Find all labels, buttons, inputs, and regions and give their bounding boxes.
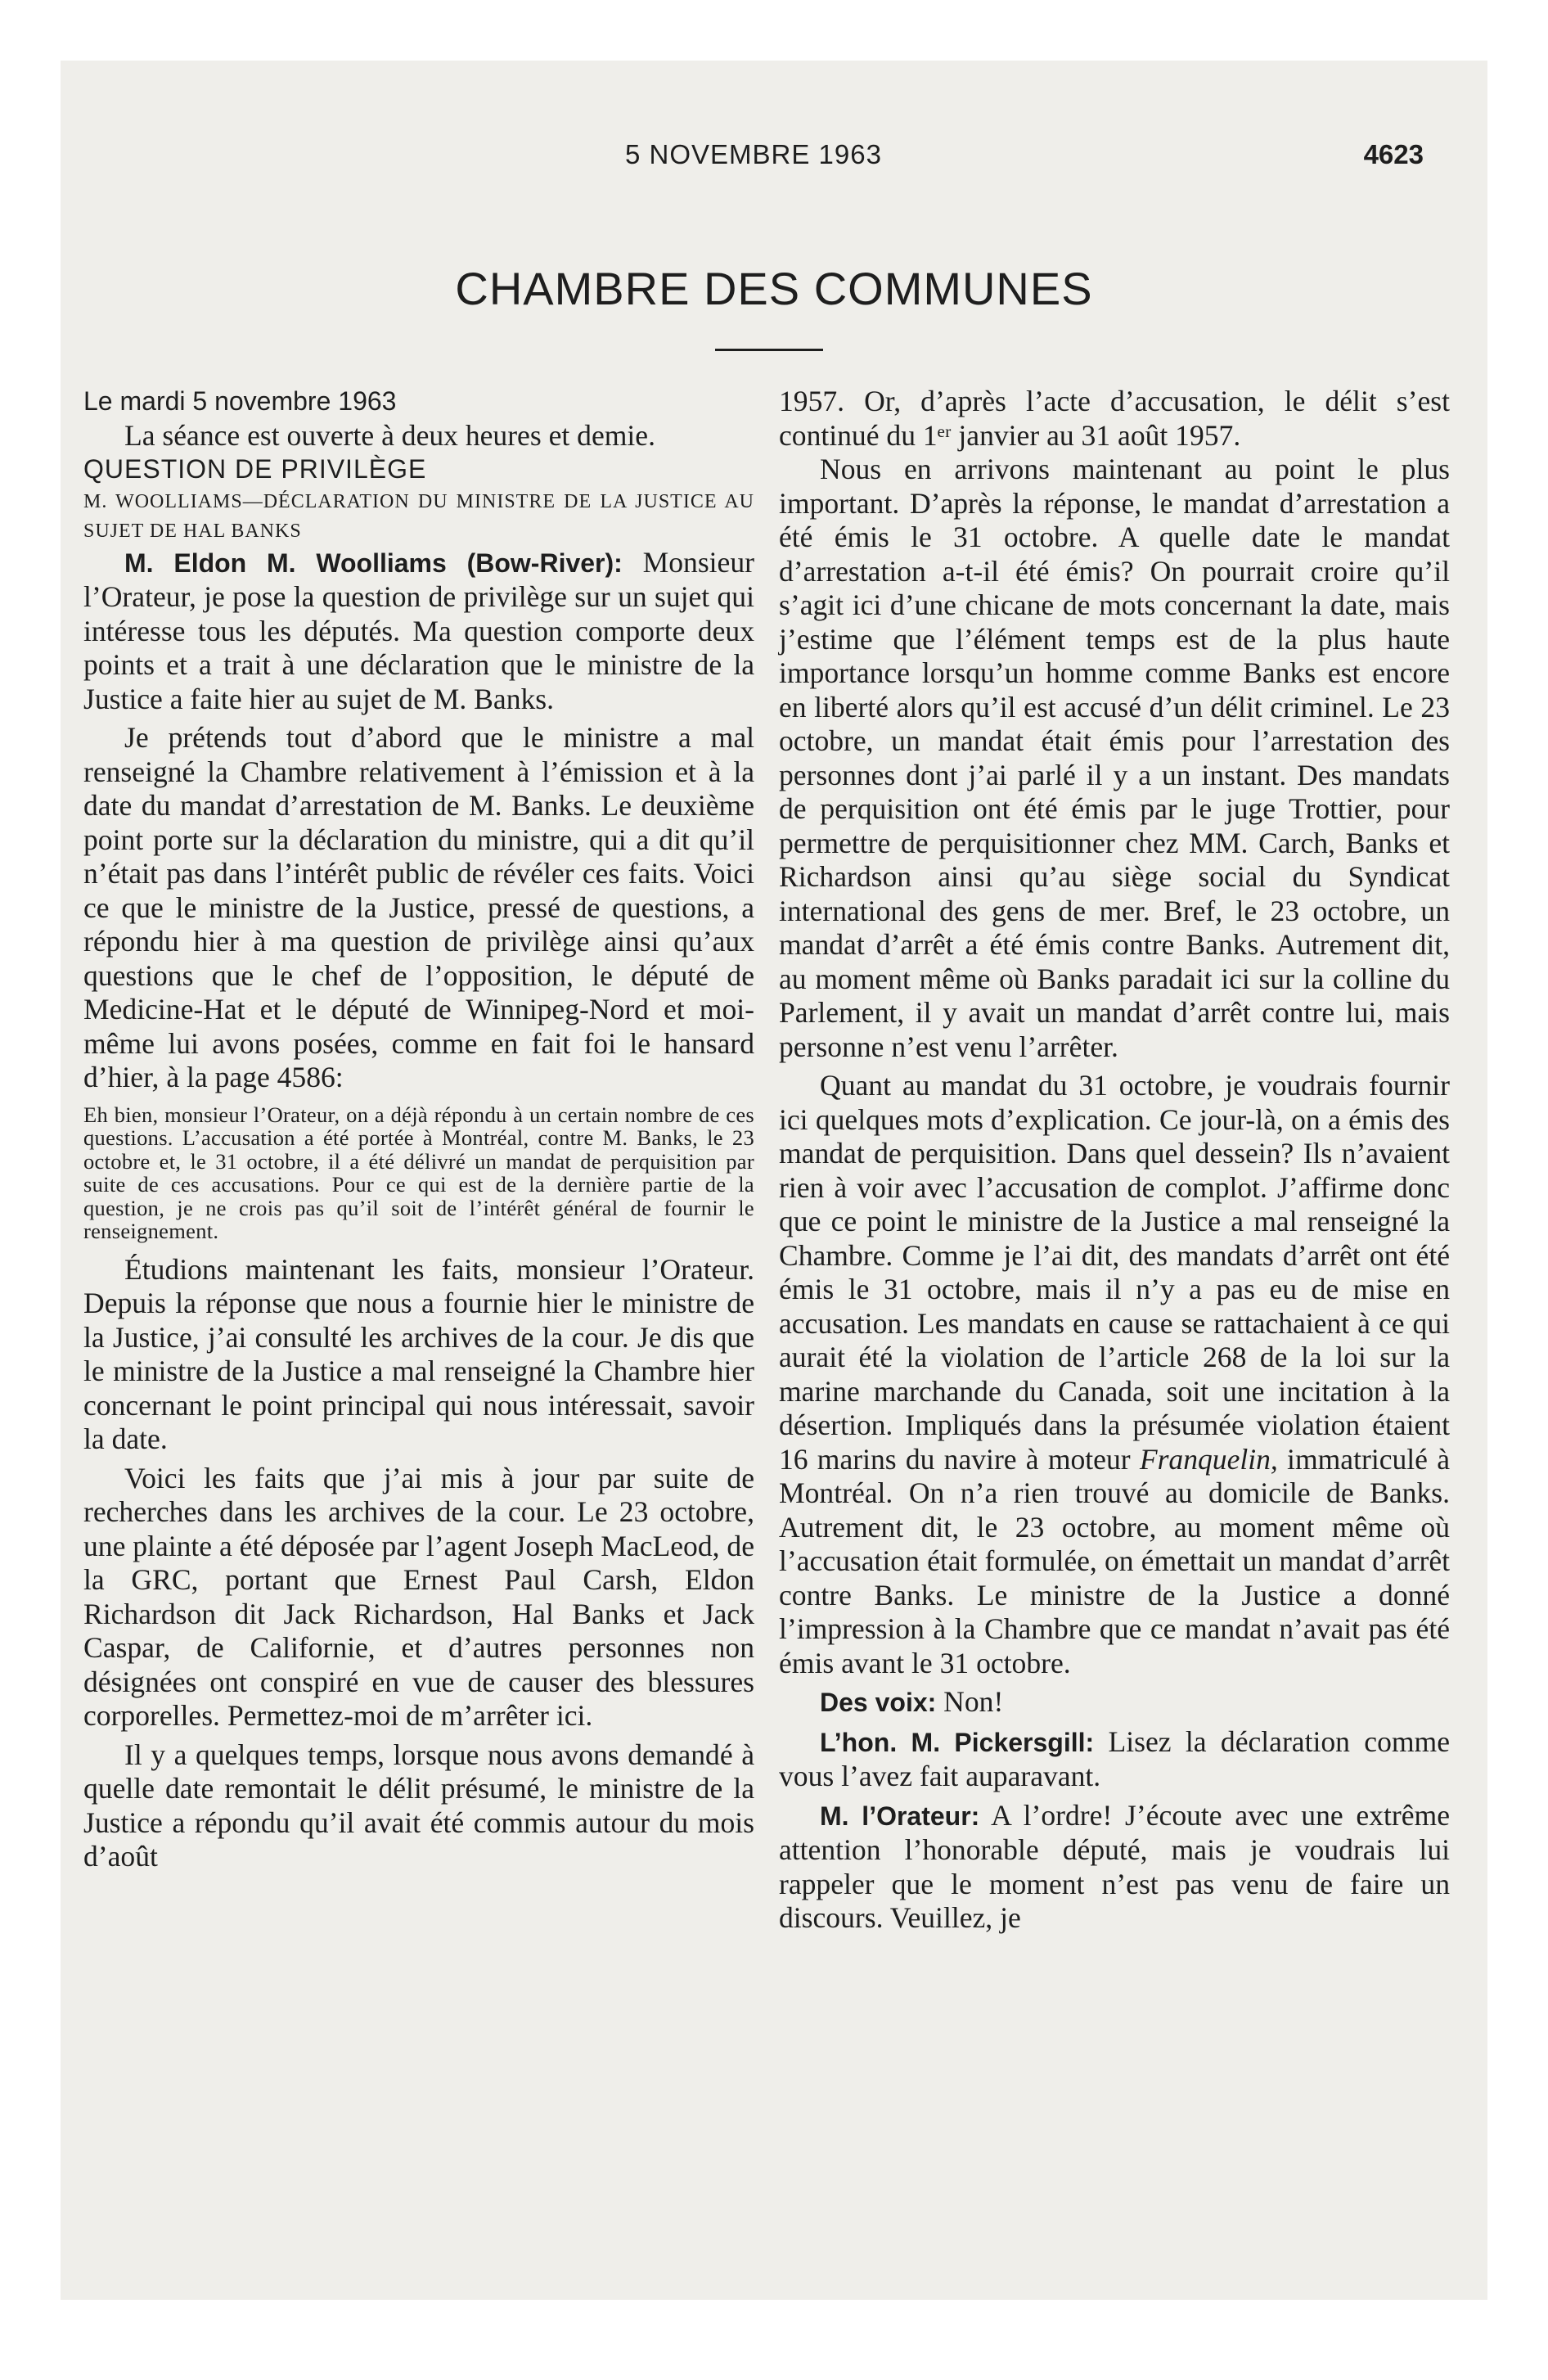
- speaker-name: Des voix:: [820, 1688, 937, 1717]
- page-title: CHAMBRE DES COMMUNES: [455, 263, 1093, 314]
- hansard-page: [61, 61, 1487, 2300]
- paragraph-text: Quant au mandat du 31 octobre, je voudrais fournir ici quelques mots d’explication. Ce jour-là, on a émis des mandat de perquisition. Dans quel dessein? Ils n’avaient rien à voir avec l’accusation de complot. J’affirme donc que ce point le ministre de la Justice a mal renseigné la Chambre. Comme je l’ai dit, des mandats d’arrêt ont été émis le 31 octobre, mais il n’y a pas eu de mise en accusation. Les mandats en cause se rattachaient à ce qui aurait été la violation de l’article 268 de la loi sur la marine marchande du Canada, soit une incitation à la désertion. Impliqués dans la présumée violation étaient 16 marins du navire à moteur: [779, 1069, 1450, 1476]
- subheading: M. WOOLLIAMS—DÉCLARATION DU MINISTRE DE LA JUSTICE AU SUJET DE HAL BANKS: [83, 490, 754, 542]
- paragraph-text: Non!: [936, 1685, 1004, 1718]
- speaker-name: M. l’Orateur:: [820, 1801, 980, 1831]
- paragraph: [779, 1069, 1450, 1680]
- paragraph-text: A l’ordre! J’écoute avec une extrême attention l’honorable député, mais je voudrais lui rappeler que le moment n’est pas venu de faire un discours. Veuillez, je: [779, 1798, 1450, 1934]
- hansard-quote: Eh bien, monsieur l’Orateur, on a déjà répondu à un certain nombre de ces questions. L’accusation a été portée à Montréal, contre M. Banks, le 23 octobre et, le 31 octobre, il a été délivré un mandat de perquisition par suite de ces accusations. Pour ce qui est de la dernière partie de la question, je ne crois pas qu’il soit de l’intérêt général de fournir le renseignement.: [83, 1102, 754, 1243]
- ship-name: Franquelin,: [1139, 1442, 1278, 1476]
- paragraph: Il y a quelques temps, lorsque nous avons demandé à quelle date remontait le délit présumé, le ministre de la Justice a répondu qu’il avait été commis autour du mois d’août: [83, 1738, 754, 1873]
- speaker-name: M. Eldon M. Woolliams (Bow-River):: [124, 548, 623, 578]
- paragraph-text: immatriculé à Montréal. On n’a rien trouvé au domicile de Banks. Autrement dit, le 23 octobre, au moment même où l’accusation était formulée, on émettait un mandat d’arrêt contre Banks. Le ministre de la Justice a donné l’impression à la Chambre que ce mandat n’avait pas été émis avant le 31 octobre.: [779, 1442, 1450, 1679]
- section-title: QUESTION DE PRIVILÈGE: [83, 454, 427, 484]
- running-header: [61, 139, 1487, 180]
- interjection: [779, 1685, 1450, 1720]
- opening-paragraph: La séance est ouverte à deux heures et demie.: [124, 418, 655, 452]
- paragraph-text: Lisez la déclaration comme vous l’avez fait auparavant.: [779, 1724, 1450, 1792]
- paragraph-woolliams-intro: [83, 546, 754, 717]
- page-number: 4623: [1363, 139, 1424, 169]
- paragraph-speaker: [779, 1799, 1450, 1936]
- paragraph-pickersgill: [779, 1725, 1450, 1794]
- paragraph-text: Monsieur l’Orateur, je pose la question de privilège sur un sujet qui intéresse tous les députés. Ma question comporte deux points et a trait à une déclaration que le ministre de la Justice a faite hier au sujet de M. Banks.: [83, 545, 754, 715]
- sitting-date: Le mardi 5 novembre 1963: [83, 386, 397, 416]
- paragraph: Je prétends tout d’abord que le ministre a mal renseigné la Chambre relativement à l’émission et à la date du mandat d’arrestation de M. Banks. Le deuxième point porte sur la déclaration du ministre, qui a dit qu’il n’était pas dans l’intérêt public de révéler ces faits. Voici ce que le ministre de la Justice, pressé de questions, a répondu hier à ma question de privilège ainsi qu’aux questions que le chef de l’opposition, le député de Medicine-Hat et le député de Winnipeg-Nord et moi-même lui avons posées, comme en fait foi le hansard d’hier, à la page 4586:: [83, 721, 754, 1093]
- left-column: [83, 385, 754, 1874]
- paragraph: Nous en arrivons maintenant au point le plus important. D’après la réponse, le mandat d’arrestation a été émis le 31 octobre. A quelle date le mandat d’arrestation a-t-il été émis? On pourrait croire qu’il s’agit ici d’une chicane de mots concernant la date, mais j’estime que l’élément temps est de la plus haute importance lorsqu’un homme comme Banks est encore en liberté alors qu’il est accusé d’un délit criminel. Le 23 octobre, un mandat était émis pour l’arrestation des personnes dont j’ai parlé il y a un instant. Des mandats de perquisition ont été émis par le juge Trottier, pour permettre de perquisitionner chez MM. Carch, Banks et Richardson ainsi qu’au siège social du Syndicat international des gens de mer. Bref, le 23 octobre, un mandat d’arrêt a été émis contre Banks. Autrement dit, au moment même où Banks paradait ici sur la colline du Parlement, il y avait un mandat d’arrêt contre lui, mais personne n’est venu l’arrêter.: [779, 453, 1450, 1063]
- paragraph-continued: 1957. Or, d’après l’acte d’accusation, le délit s’est continué du 1ᵉʳ janvier au 31 août 1957.: [779, 385, 1450, 452]
- right-column: [779, 385, 1450, 1936]
- paragraph: Étudions maintenant les faits, monsieur l’Orateur. Depuis la réponse que nous a fournie hier le ministre de la Justice, j’ai consulté les archives de la cour. Je dis que le ministre de la Justice a mal renseigné la Chambre hier concernant le point principal qui nous intéressait, savoir la date.: [83, 1252, 754, 1455]
- title-rule: [715, 349, 823, 351]
- speaker-name: L’hon. M. Pickersgill:: [820, 1727, 1095, 1757]
- paragraph: Voici les faits que j’ai mis à jour par suite de recherches dans les archives de la cour. Le 23 octobre, une plainte a été déposée par l’agent Joseph MacLeod, de la GRC, portant que Ernest Paul Carsh, Eldon Richardson dit Jack Richardson, Hal Banks et Jack Caspar, de Californie, et d’autres personnes non désignées ont conspiré en vue de causer des blessures corporelles. Permettez-moi de m’arrêter ici.: [83, 1461, 754, 1732]
- header-date: 5 NOVEMBRE 1963: [625, 139, 882, 169]
